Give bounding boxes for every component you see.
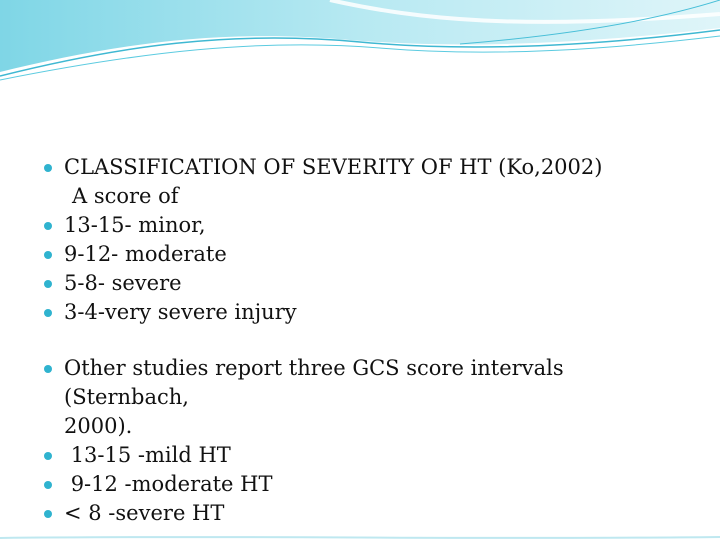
header-wave-decoration (0, 0, 720, 90)
bullet-heading: CLASSIFICATION OF SEVERITY OF HT (Ko,2002) (44, 153, 684, 182)
spacer (44, 327, 684, 354)
bullet-severe-ht: < 8 -severe HT (44, 499, 684, 528)
bullet-minor: 13-15- minor, (44, 211, 684, 240)
other-studies-continued: 2000). (64, 414, 133, 438)
bullet-mild-ht: 13-15 -mild HT (44, 441, 684, 470)
bullet-moderate: 9-12- moderate (44, 240, 684, 269)
footer-decoration (0, 534, 720, 540)
slide-body (44, 153, 684, 528)
bullet-other-studies: Other studies report three GCS score intervals (Sternbach, (44, 354, 684, 412)
intro-line: A score of (72, 184, 179, 208)
bullet-moderate-ht: 9-12 -moderate HT (44, 470, 684, 499)
bullet-severe: 5-8- severe (44, 269, 684, 298)
bullet-very-severe: 3-4-very severe injury (44, 298, 684, 327)
